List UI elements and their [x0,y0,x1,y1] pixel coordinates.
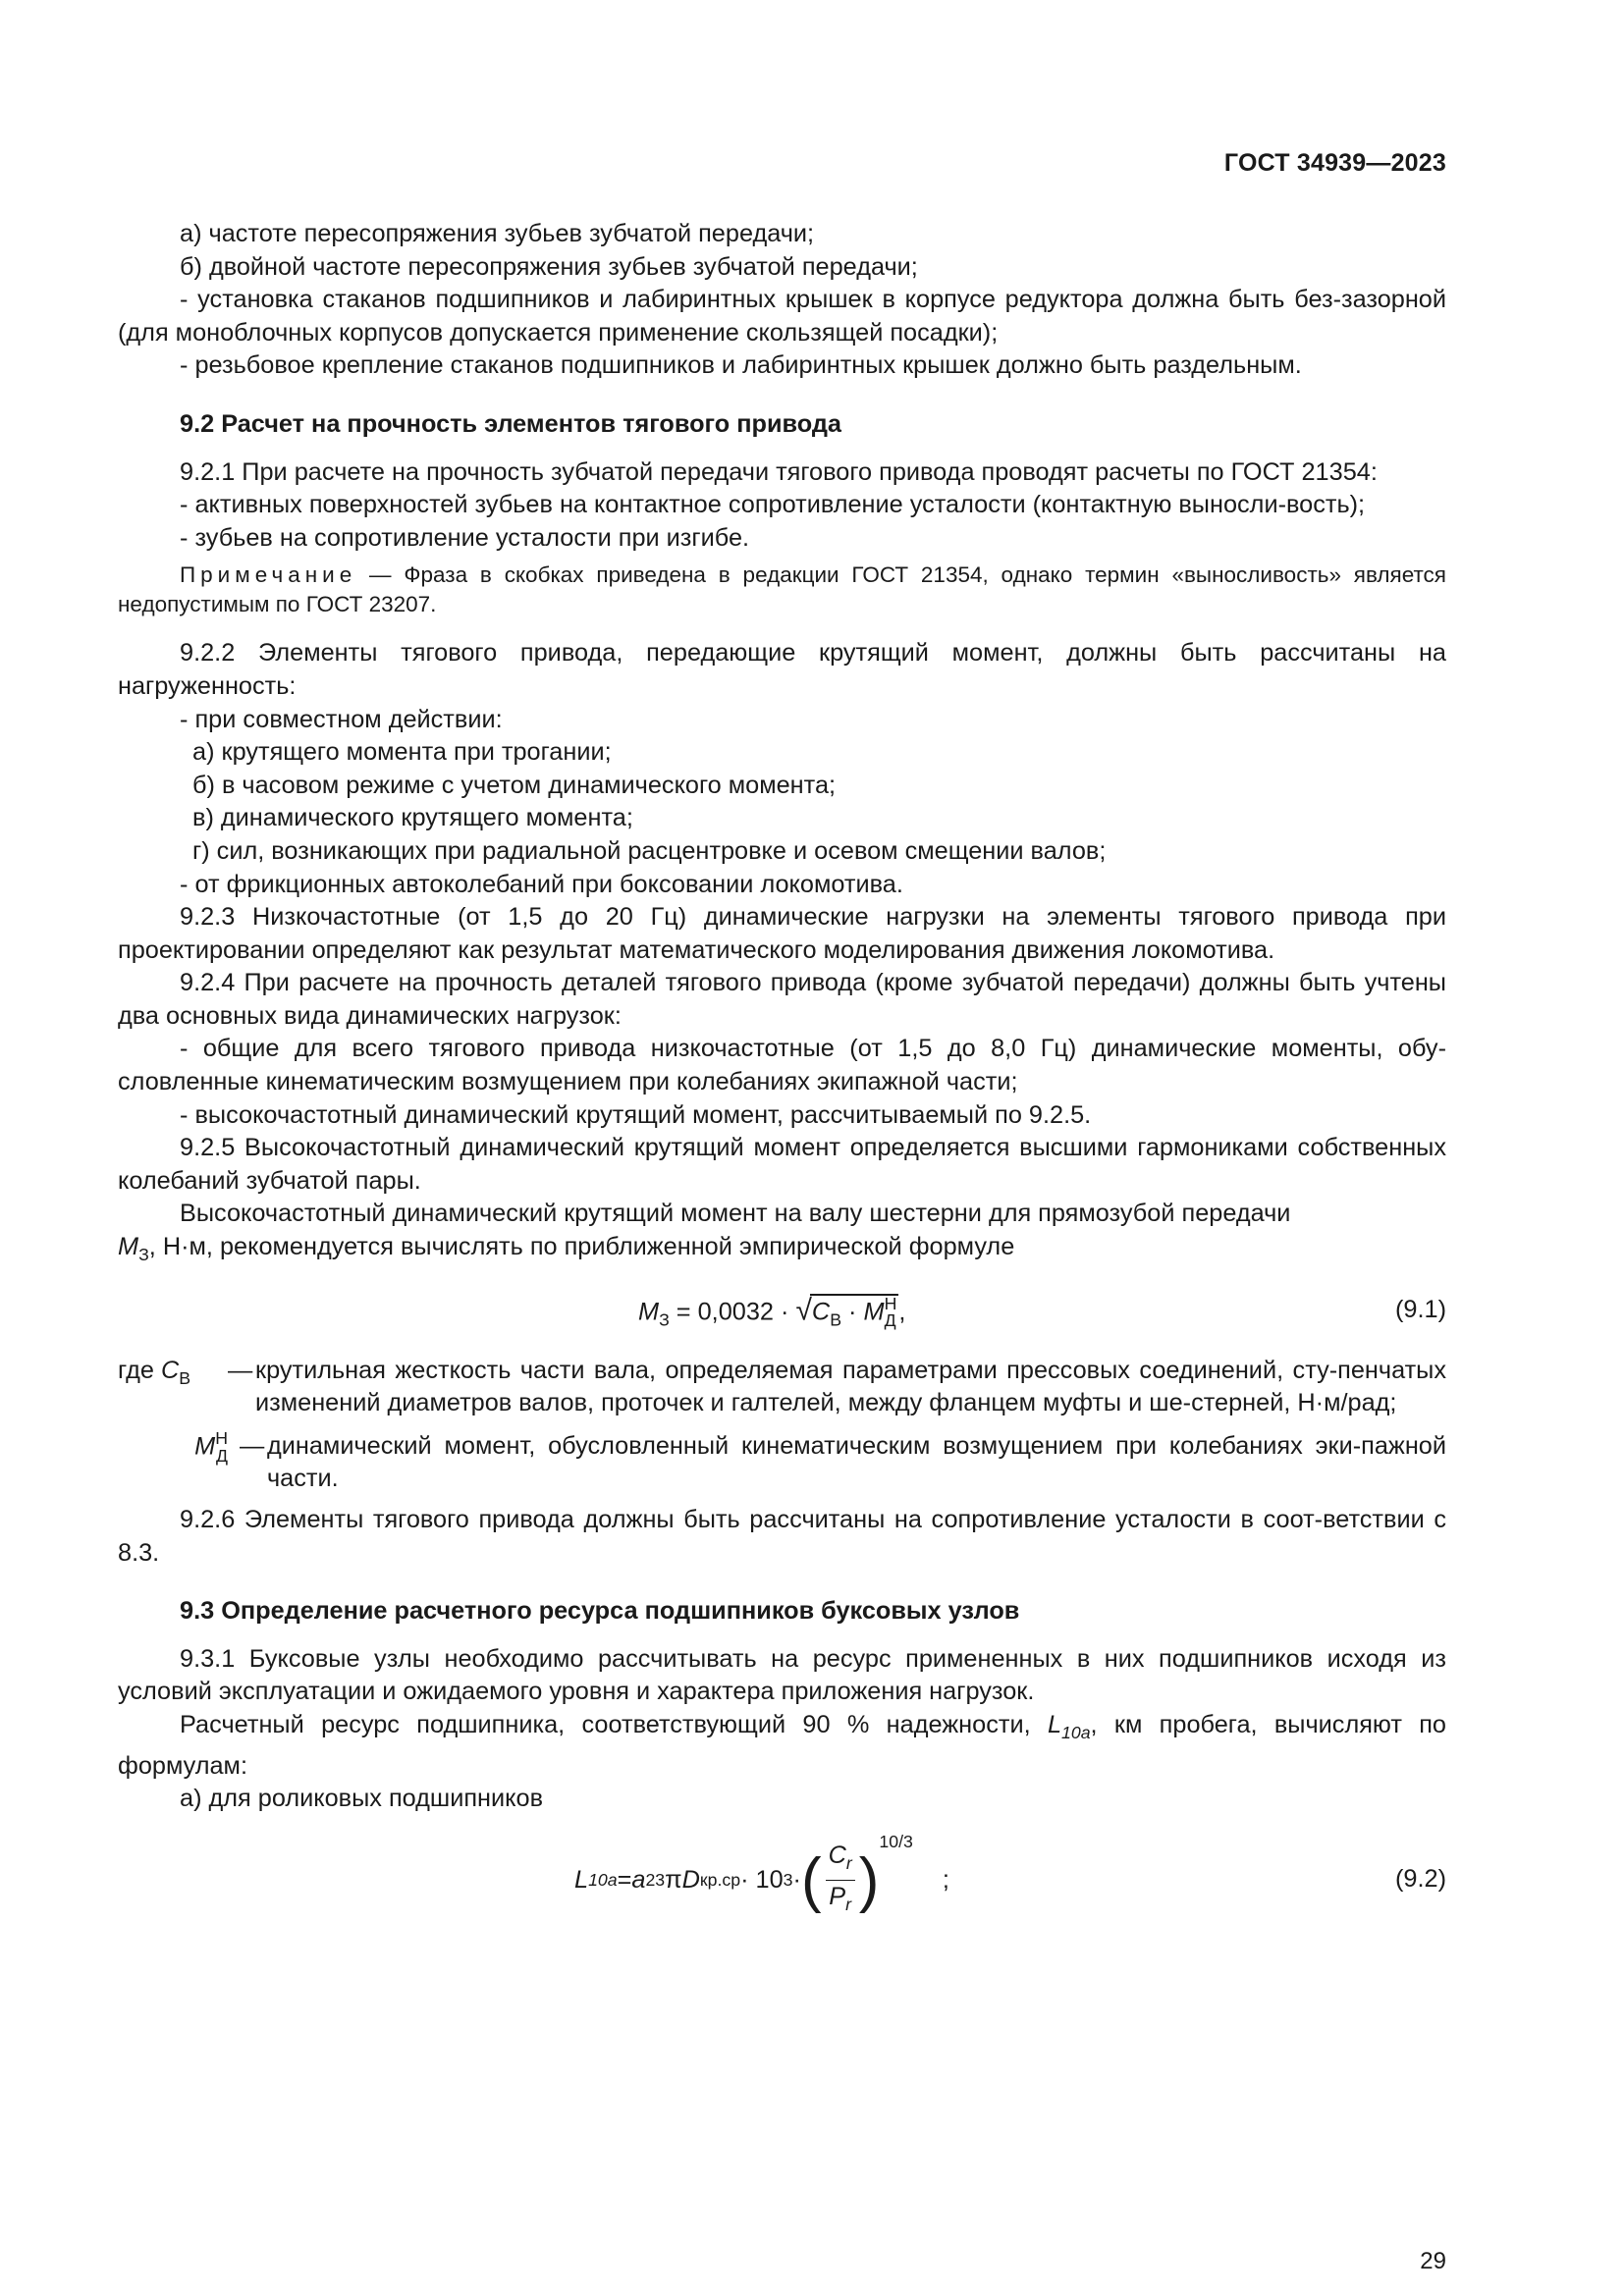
formula-9-2-expression: L 10a = a 23 π D кр.ср · 10 3 · ( $\frac{C_r}{P_r}$ ) $^{10/3}$ ; [574,1831,949,1915]
paragraph: а) для роликовых подшипников [180,1785,544,1813]
document-page [118,0,1446,2296]
list-item: б) в часовом режиме с учетом динамического момента; [192,771,837,799]
formula-number: (9.1) [1394,1295,1446,1323]
definitions-list [118,1355,1446,1496]
paragraph: 9.3.1 Буксовые узлы необходимо рассчитывать на ресурс примененных в них подшипников исходя из условий эксплуатации и ожидаемого уровня и характера приложения нагрузок. [118,1644,1446,1706]
document-body [118,218,1446,1955]
paragraph: - при совместном действии: [180,705,503,733]
note [118,561,1446,619]
paragraph: 9.2.2 Элементы тягового привода, передающие крутящий момент, должны быть рассчитаны на нагруженность: [118,639,1446,700]
list-item: в) динамического крутящего момента; [192,804,633,832]
definition-md: M Н Д — динамический момент, обусловленный кинематическим возмущением при колебаниях эки-пажной части. [194,1427,1446,1493]
list-item: г) сил, возникающих при радиальной расцентровке и осевом смещении валов; [192,836,1107,865]
formula-9-1 [118,1286,1446,1345]
paragraph: Расчетный ресурс подшипника, соответствующий 90 % надежности, $L_{10a}$, км пробега, вычисляют по формулам: [118,1711,1446,1780]
paragraph: - высокочастотный динамический крутящий момент, рассчитываемый по 9.2.5. [180,1100,1092,1129]
note-text: — Фраза в скобках приведена в редакции ГОСТ 21354, однако термин «выносливость» является недопустимым по ГОСТ 23207. [118,562,1446,617]
paragraph: б) двойной частоте пересопряжения зубьев зубчатой передачи; [180,252,918,281]
paragraph: - резьбовое крепление стаканов подшипников и лабиринтных крышек должно быть раздельным. [180,351,1302,380]
formula-9-1-expression: $M_З = 0,0032 \cdot √C_В \cdot M$ Н Д , [638,1294,905,1337]
paragraph: 9.2.6 Элементы тягового привода должны быть рассчитаны на сопротивление усталости в соот-ветствии с 8.3. [118,1506,1446,1567]
paragraph: 9.2.5 Высокочастотный динамический крутящий момент определяется высшими гармониками собственных колебаний зубчатой пары. [118,1134,1446,1195]
paragraph: - от фрикционных автоколебаний при боксовании локомотива. [180,870,903,898]
paragraph: - общие для всего тягового привода низкочастотные (от 1,5 до 8,0 Гц) динамические моменты, обу-словленные кинематическим возмущением при колебаниях экипажной части; [118,1035,1446,1096]
formula-number: (9.2) [1394,1864,1446,1893]
paragraph: 9.2.3 Низкочастотные (от 1,5 до 20 Гц) динамические нагрузки на элементы тягового привода при проектировании определяют как результат математического моделирования движения локомотива. [118,903,1446,964]
paragraph: а) частоте пересопряжения зубьев зубчатой передачи; [180,220,815,247]
section-heading-9-2: 9.2 Расчет на прочность элементов тягового привода [180,409,841,438]
formula-9-2 [118,1828,1446,1944]
page-number: 29 [1420,2248,1446,2274]
paragraph: 9.2.1 При расчете на прочность зубчатой передачи тягового привода проводят расчеты по ГОСТ 21354: [180,457,1378,486]
definition-cb: где $C_В$ — крутильная жесткость части вала, определяемая параметрами прессовых соединений, сту-пенчатых изменений диаметров валов, проточек и галтелей, между фланцем муфты и ше-стерней, Н·м/рад; [118,1356,1446,1417]
note-label: Примечание [180,562,357,588]
paragraph: - зубьев на сопротивление усталости при изгибе. [180,523,750,552]
section-heading-9-3: 9.3 Определение расчетного ресурса подшипников буксовых узлов [180,1597,1020,1626]
paragraph: Высокочастотный динамический крутящий момент на валу шестерни для прямозубой передачи $M_З$, Н·м, рекомендуется вычислять по приближенной эмпирической формуле [118,1200,1291,1265]
list-item: а) крутящего момента при трогании; [192,738,612,767]
paragraph: - активных поверхностей зубьев на контактное сопротивление усталости (контактную выносли-вость); [180,491,1366,519]
paragraph: 9.2.4 При расчете на прочность деталей тягового привода (кроме зубчатой передачи) должны быть учтены два основных вида динамических нагрузок: [118,969,1446,1030]
paragraph: - установка стаканов подшипников и лабиринтных крышек в корпусе редуктора должна быть без-зазорной (для моноблочных корпусов допускается применение скользящей посадки); [118,286,1446,347]
document-id: ГОСТ 34939—2023 [1223,149,1446,177]
